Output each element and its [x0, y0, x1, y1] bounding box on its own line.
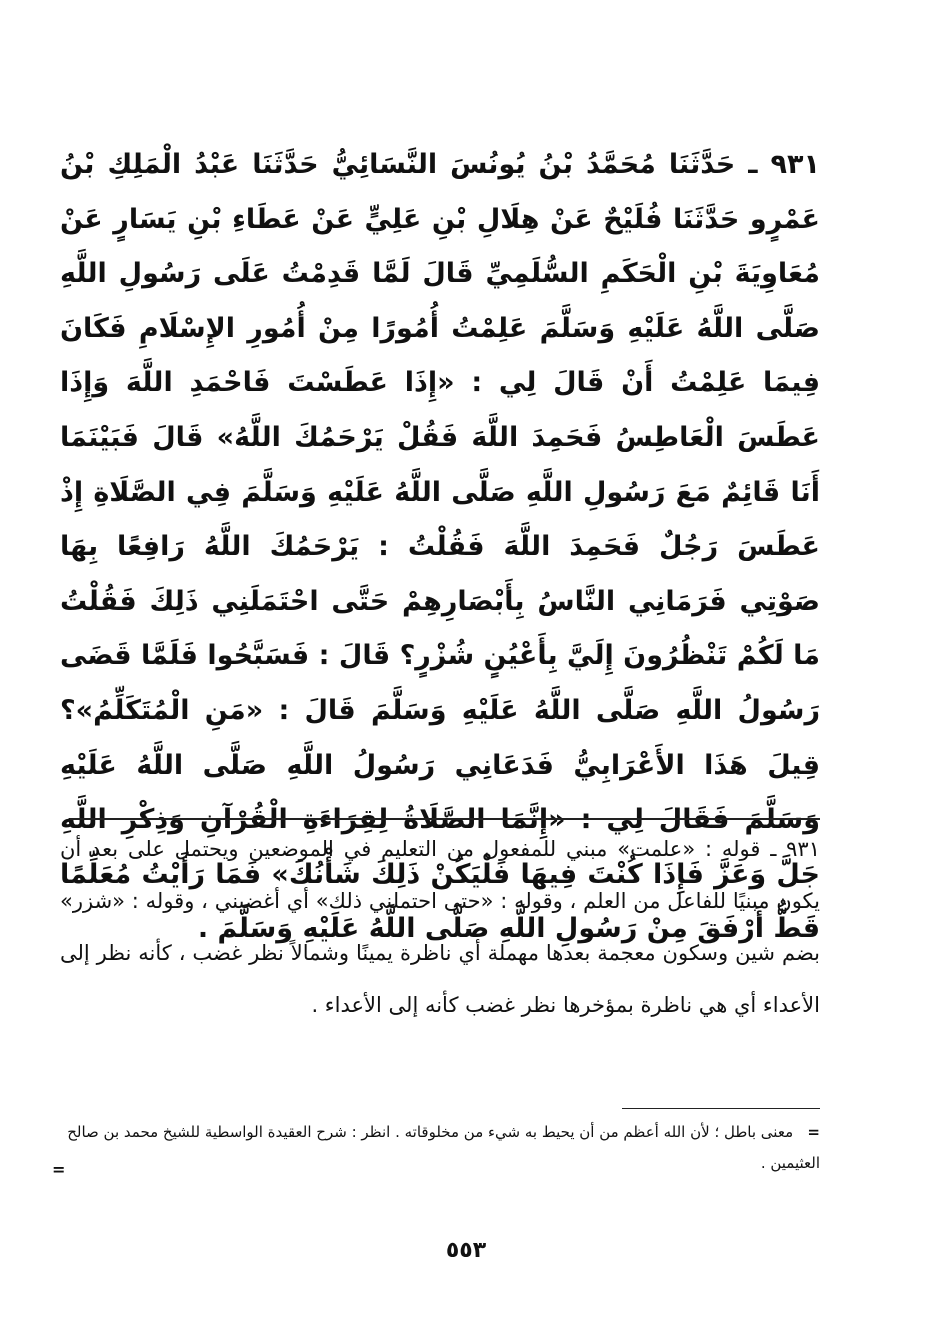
footnote-continues-mark: = [52, 1160, 66, 1179]
commentary-text: ٩٣١ ـ قوله : «علمت» مبني للمفعول من التعليم في الموضعين ويحتمل على بعد أن يكون مبنيًا للفاعل من العلم ، وقوله : «حتى احتملني ذلك» أي أغضبني ، وقوله : «شزر» بضم شين وسكون معجمة بعدها مهملة أي ناظرة يمينًا وشمالاً نظر غضب ، كأنه نظر إلى الأعداء أي هي ناظرة بمؤخرها نظر غضب كأنه إلى الأعداء . [60, 837, 820, 1017]
hadith-text: ٩٣١ ـ حَدَّثَنَا مُحَمَّدُ بْنُ يُونُسَ النَّسَائِيُّ حَدَّثَنَا عَبْدُ الْمَلِكِ بْنُ عَمْرٍو حَدَّثَنَا فُلَيْحٌ عَنْ هِلَالِ بْنِ عَلِيٍّ عَنْ عَطَاءِ بْنِ يَسَارٍ عَنْ مُعَاوِيَةَ بْنِ الْحَكَمِ السُّلَمِيِّ قَالَ لَمَّا قَدِمْتُ عَلَى رَسُولِ اللَّهِ صَلَّى اللَّهُ عَلَيْهِ وَسَلَّمَ عَلِمْتُ أُمُورًا مِنْ أُمُورِ الإِسْلَامِ فَكَانَ فِيمَا عَلِمْتُ أَنْ قَالَ لِي : «إِذَا عَطَسْتَ فَاحْمَدِ اللَّهَ وَإِذَا عَطَسَ الْعَاطِسُ فَحَمِدَ اللَّهَ فَقُلْ يَرْحَمُكَ اللَّهُ» قَالَ فَبَيْنَمَا أَنَا قَائِمٌ مَعَ رَسُولِ اللَّهِ صَلَّى اللَّهُ عَلَيْهِ وَسَلَّمَ فِي الصَّلَاةِ إِذْ عَطَسَ رَجُلٌ فَحَمِدَ اللَّهَ فَقُلْتُ : يَرْحَمُكَ اللَّهُ رَافِعًا بِهَا صَوْتِي فَرَمَانِي النَّاسُ بِأَبْصَارِهِمْ حَتَّى احْتَمَلَنِي ذَلِكَ فَقُلْتُ مَا لَكُمْ تَنْظُرُونَ إِلَيَّ بِأَعْيُنٍ شُزْرٍ؟ قَالَ : فَسَبَّحُوا فَلَمَّا قَضَى رَسُولُ اللَّهِ صَلَّى اللَّهُ عَلَيْهِ وَسَلَّمَ قَالَ : «مَنِ الْمُتَكَلِّمُ»؟ قِيلَ هَذَا الأَعْرَابِيُّ فَدَعَانِي رَسُولُ اللَّهِ صَلَّى اللَّهُ عَلَيْهِ وَسَلَّمَ فَقَالَ لِي : «إِنَّمَا الصَّلَاةُ لِقِرَاءَةِ الْقُرْآنِ وَذِكْرِ اللَّهِ جَلَّ وَعَزَّ فَإِذَا كُنْتَ فِيهَا فَلْيَكُنْ ذَلِكَ شَأْنُكَ» فَمَا رَأَيْتُ مُعَلِّمًا قَطُّ أَرْفَقَ مِنْ رَسُولِ اللَّهِ صَلَّى اللَّهُ عَلَيْهِ وَسَلَّمَ . [60, 149, 820, 945]
footnote-divider [622, 1108, 820, 1109]
footnote [60, 1117, 820, 1179]
main-divider [70, 818, 820, 820]
footnote-continuation-mark: = [807, 1123, 820, 1141]
page-number: ٥٥٣ [445, 1238, 487, 1263]
footnote-text: معنى باطل ؛ لأن الله أعظم من أن يحيط به شيء من مخلوقاته . انظر : شرح العقيدة الواسطية للشيخ محمد بن صالح العثيمين . [67, 1123, 820, 1172]
